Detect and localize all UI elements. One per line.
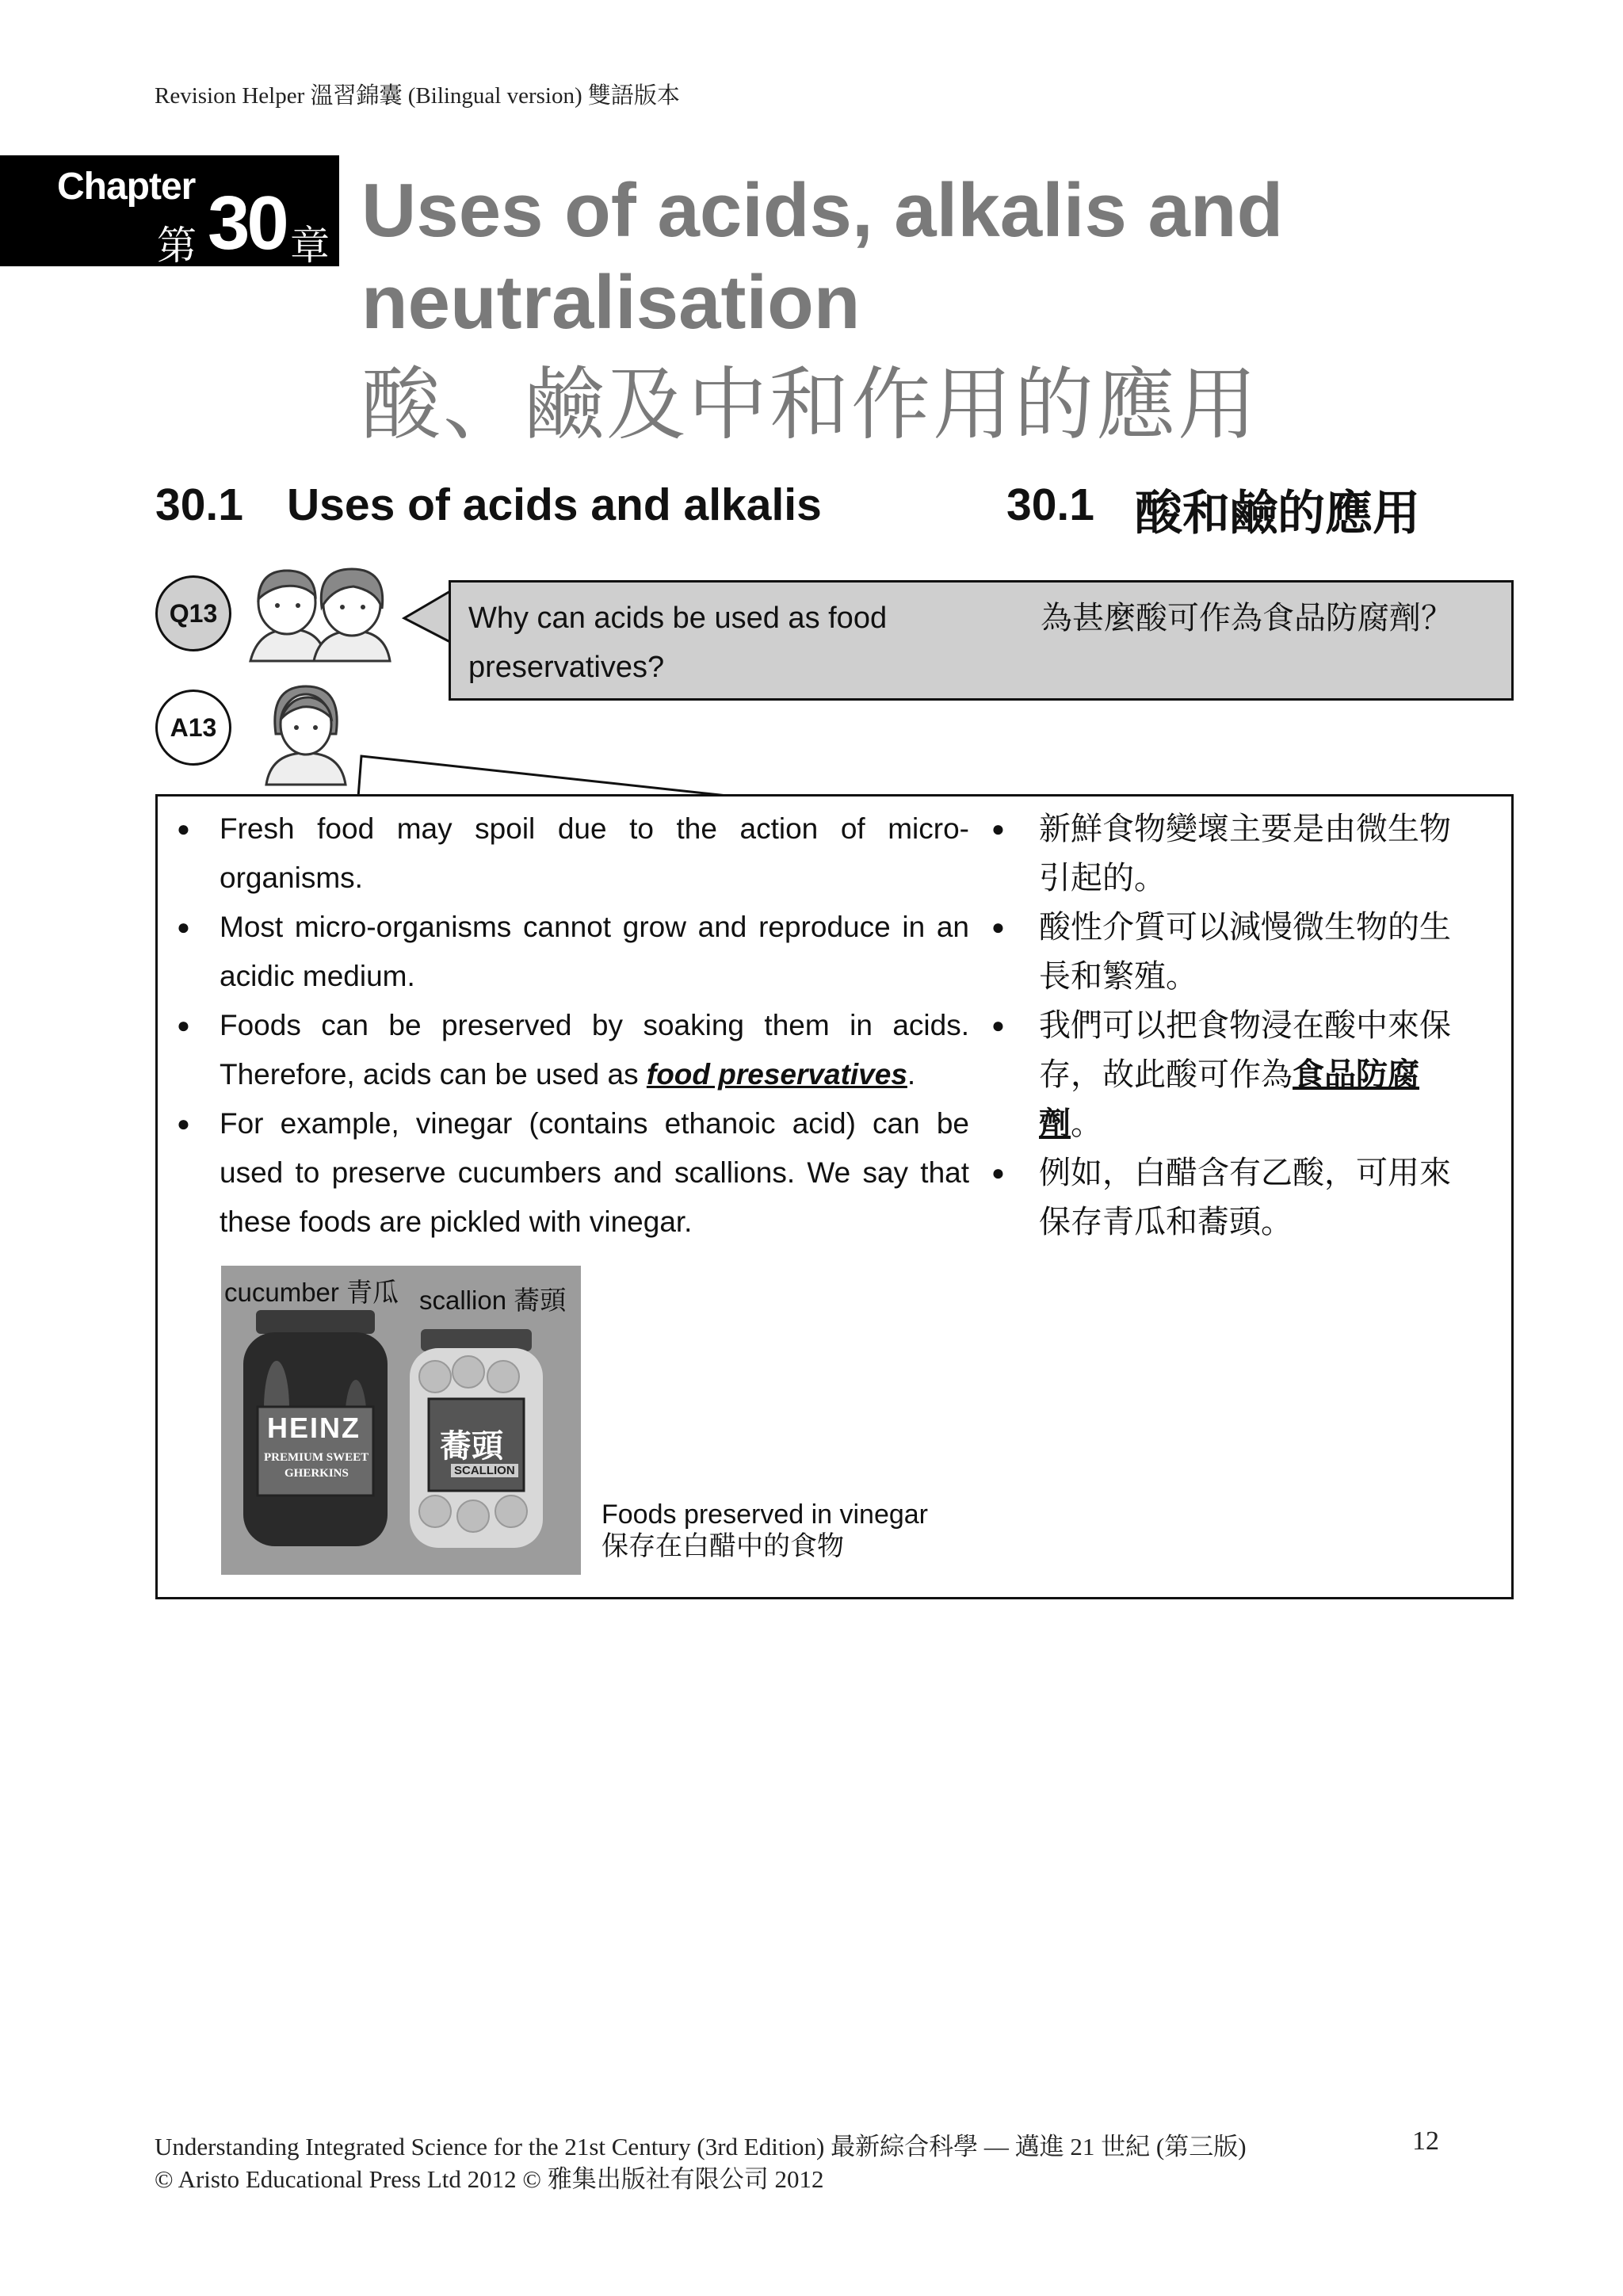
question-badge: Q13 [155, 575, 231, 651]
list-item: ● Most micro-organisms cannot grow and reproduce in an acidic medium. [177, 903, 969, 1001]
list-item-text: . [907, 1058, 916, 1091]
answer-box [155, 794, 1514, 1599]
question-bubble [449, 580, 1514, 701]
section-title-chinese: 酸和鹼的應用 [1135, 487, 1420, 540]
answer-bubble-pointer [349, 753, 745, 800]
cucumber-label: cucumber 青瓜 [224, 1278, 399, 1307]
jar1-line1: PREMIUM SWEET [264, 1451, 369, 1464]
footer-copyright: © Aristo Educational Press Ltd 2012 © 雅集出版社有限公司 2012 [155, 2165, 824, 2193]
chapter-prefix: 第 [157, 223, 197, 268]
jar1-line2: GHERKINS [285, 1467, 349, 1480]
list-item-text: 我們可以把食物浸在酸中來保存，故此酸可作為 [1039, 1008, 1451, 1092]
chapter-badge [0, 155, 339, 266]
section-title-english: Uses of acids and alkalis [287, 479, 822, 530]
list-item [991, 1001, 1467, 1148]
running-header: Revision Helper 溫習錦囊 (Bilingual version) 雙語版本 [155, 83, 680, 109]
list-item-text: Foods can be preserved by soaking them in acids. Therefore, acids can be used as [220, 1009, 969, 1091]
list-item-text: 。 [1071, 1106, 1102, 1141]
photo-caption [601, 1499, 928, 1562]
question-text-english: Why can acids be used as food preservatives? [468, 602, 888, 684]
jar2-label: 蕎頭 [440, 1429, 503, 1464]
students-illustration-icon [235, 560, 401, 663]
list-item: ● Fresh food may spoil due to the action of micro-organisms. [177, 804, 969, 903]
question-text-chinese: 為甚麼酸可作為食品防腐劑？ [1041, 601, 1453, 636]
chapter-title-chinese: 酸、鹼及中和作用的應用 [361, 361, 1259, 449]
chapter-number: 30 [208, 181, 286, 266]
list-item: ● For example, vinegar (contains ethanoic acid) can be used to preserve cucumbers and scallions. We say that these foods are pickled with vinegar. [177, 1099, 969, 1247]
scallion-label: scallion 蕎頭 [419, 1286, 567, 1315]
teacher-illustration-icon [258, 678, 353, 786]
jar2-sub: SCALLION [451, 1464, 518, 1477]
answer-badge: A13 [155, 690, 231, 766]
chapter-word: Chapter [57, 166, 196, 208]
section-number-english: 30.1 [155, 479, 243, 530]
list-item [177, 1001, 969, 1099]
page-number: 12 [1412, 2126, 1439, 2156]
key-term-chinese: 食品防腐劑 [1039, 1057, 1419, 1141]
key-term-english: food preservatives [646, 1058, 907, 1091]
answer-list-english [177, 804, 969, 1247]
pickled-foods-photo [221, 1266, 581, 1575]
section-number-chinese: 30.1 [1006, 479, 1094, 530]
list-item: ● 酸性介質可以減慢微生物的生長和繁殖。 [991, 903, 1467, 1001]
caption-chinese: 保存在白醋中的食物 [601, 1531, 844, 1561]
list-item: ● 例如，白醋含有乙酸，可用來保存青瓜和蕎頭。 [991, 1148, 1467, 1247]
jar1-brand: HEINZ [267, 1412, 361, 1444]
chapter-title-english: Uses of acids, alkalis and neutralisation [361, 168, 1284, 345]
footer-book-title: Understanding Integrated Science for the 21st Century (3rd Edition) 最新綜合科學 — 邁進 21 世紀 (第三版) [155, 2133, 1247, 2160]
list-item: ● 新鮮食物變壞主要是由微生物引起的。 [991, 804, 1467, 903]
answer-list-chinese [991, 804, 1467, 1247]
caption-english: Foods preserved in vinegar [601, 1499, 929, 1530]
question-bubble-pointer [401, 586, 453, 650]
chapter-suffix: 章 [290, 223, 330, 268]
